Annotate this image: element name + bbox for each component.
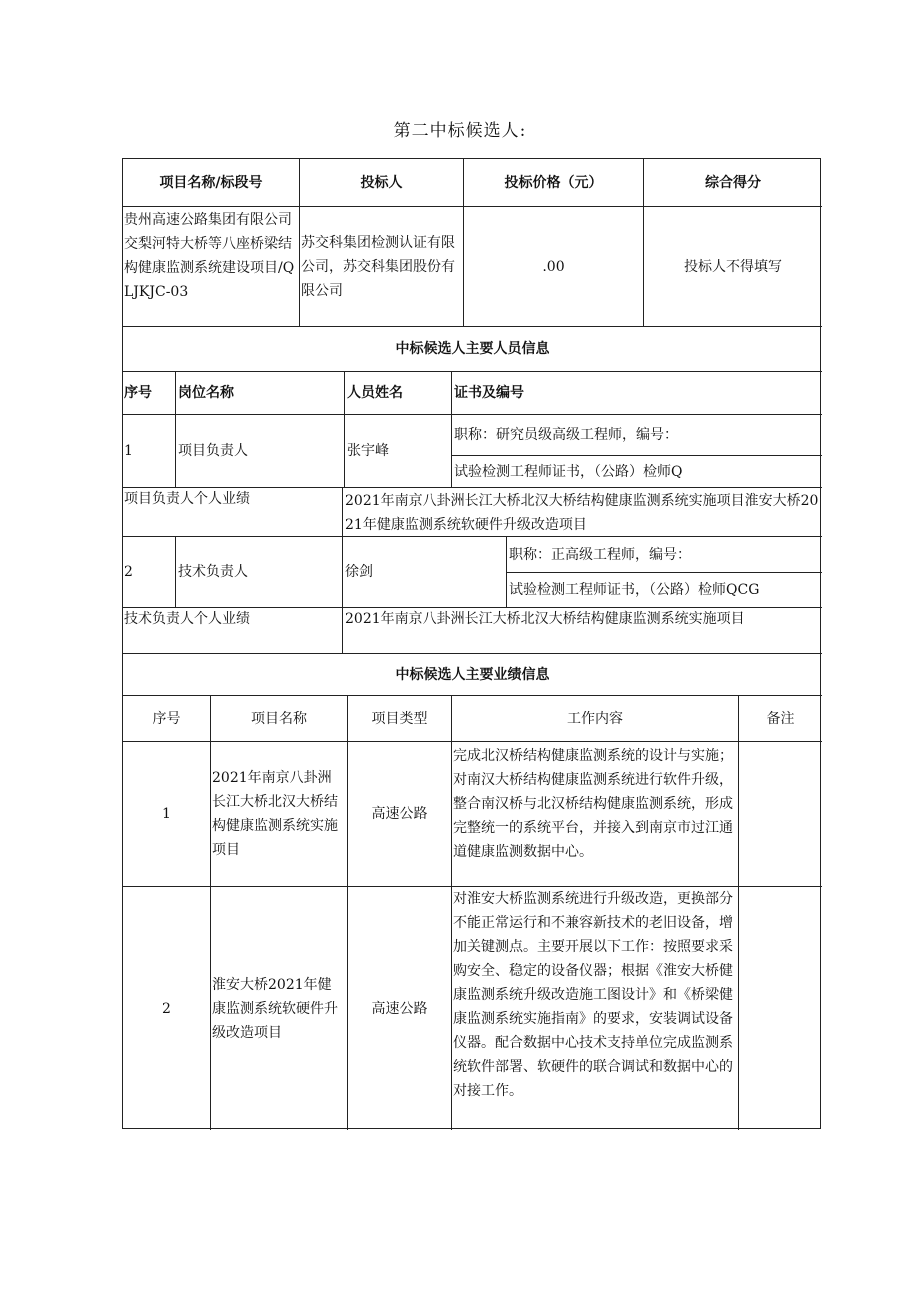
performance-header-project: 项目名称 [251,710,307,727]
performance-1-content: 完成北汉桥结构健康监测系统的设计与实施；对南汉大桥结构健康监测系统进行软件升级，整合南汉桥与北汉桥结构健康监测系统，形成完整统一的系统平台，并接入到南京市过江通道健康监测数据中心。 [453,748,733,860]
personnel-header-no: 序号 [124,385,152,401]
person-1-record: 2021年南京八卦洲长江大桥北汉大桥结构健康监测系统实施项目淮安大桥2021年健康监测系统软硬件升级改造项目 [345,493,819,533]
person-2-no: 2 [124,564,133,580]
personnel-section-title: 中标候选人主要人员信息 [395,341,550,357]
person-2-record-label: 技术负责人个人业绩 [124,611,250,627]
header-score: 综合得分 [705,174,761,191]
person-2-cert-title: 职称：正高级工程师，编号： [509,546,691,563]
performance-1-project: 2021年南京八卦洲长江大桥北汉大桥结构健康监测系统实施项目 [212,770,338,858]
performance-2-remark [739,887,822,1130]
bid-bidder: 苏交科集团检测认证有限公司，苏交科集团股份有限公司 [301,235,455,299]
personnel-header-cert: 证书及编号 [454,385,524,401]
performance-header-content: 工作内容 [567,710,623,727]
bid-score: 投标人不得填写 [684,258,782,275]
performance-section-title: 中标候选人主要业绩信息 [395,666,550,683]
performance-1-remark [739,742,822,886]
bid-results-table [122,158,821,1129]
person-1-position: 项目负责人 [178,443,248,459]
person-1-cert-title: 职称：研究员级高级工程师，编号： [454,427,678,443]
person-2-cert-test: 试验检测工程师证书，（公路）检师QCG [509,582,760,598]
performance-header-remark: 备注 [766,710,795,727]
performance-1-type: 高速公路 [371,806,428,822]
performance-2-type: 高速公路 [371,1000,428,1017]
person-2-record: 2021年南京八卦洲长江大桥北汉大桥结构健康监测系统实施项目 [345,611,745,627]
person-2-position: 技术负责人 [178,564,248,580]
performance-header-no: 序号 [152,710,181,727]
header-project-name: 项目名称/标段号 [159,174,263,191]
person-2-name: 徐剑 [345,564,373,580]
person-1-record-label: 项目负责人个人业绩 [124,491,250,507]
performance-2-no: 2 [162,1000,171,1017]
header-bidder: 投标人 [360,174,403,191]
personnel-header-position: 岗位名称 [178,385,234,401]
person-1-cert-test: 试验检测工程师证书，（公路）检师Q [454,463,683,480]
personnel-header-name: 人员姓名 [347,385,403,401]
header-price: 投标价格（元） [504,174,603,191]
performance-2-content: 对淮安大桥监测系统进行升级改造，更换部分不能正常运行和不兼容新技术的老旧设备，增加关键测点。主要开展以下工作：按照要求采购安全、稳定的设备仪器；根据《淮安大桥健康监测系统升级改造施工图设计》和《桥梁健康监测系统实施指南》的要求，安装调试设备仪器。配合数据中心技术支持单位完成监测系统软件部署、软硬件的联合调试和数据中心的对接工作。 [453,891,733,1099]
page-title: 第二中标候选人: [393,121,527,141]
performance-header-type: 项目类型 [371,710,428,727]
person-1-name: 张宇峰 [347,443,389,459]
performance-1-no: 1 [162,806,171,822]
bid-project-name: 贵州高速公路集团有限公司交梨河特大桥等八座桥梁结构健康监测系统建设项目/QLJKJC-03 [124,212,295,300]
person-1-no: 1 [124,443,133,459]
performance-2-project: 淮安大桥2021年健康监测系统软硬件升级改造项目 [212,976,338,1041]
bid-price: .00 [542,258,565,275]
